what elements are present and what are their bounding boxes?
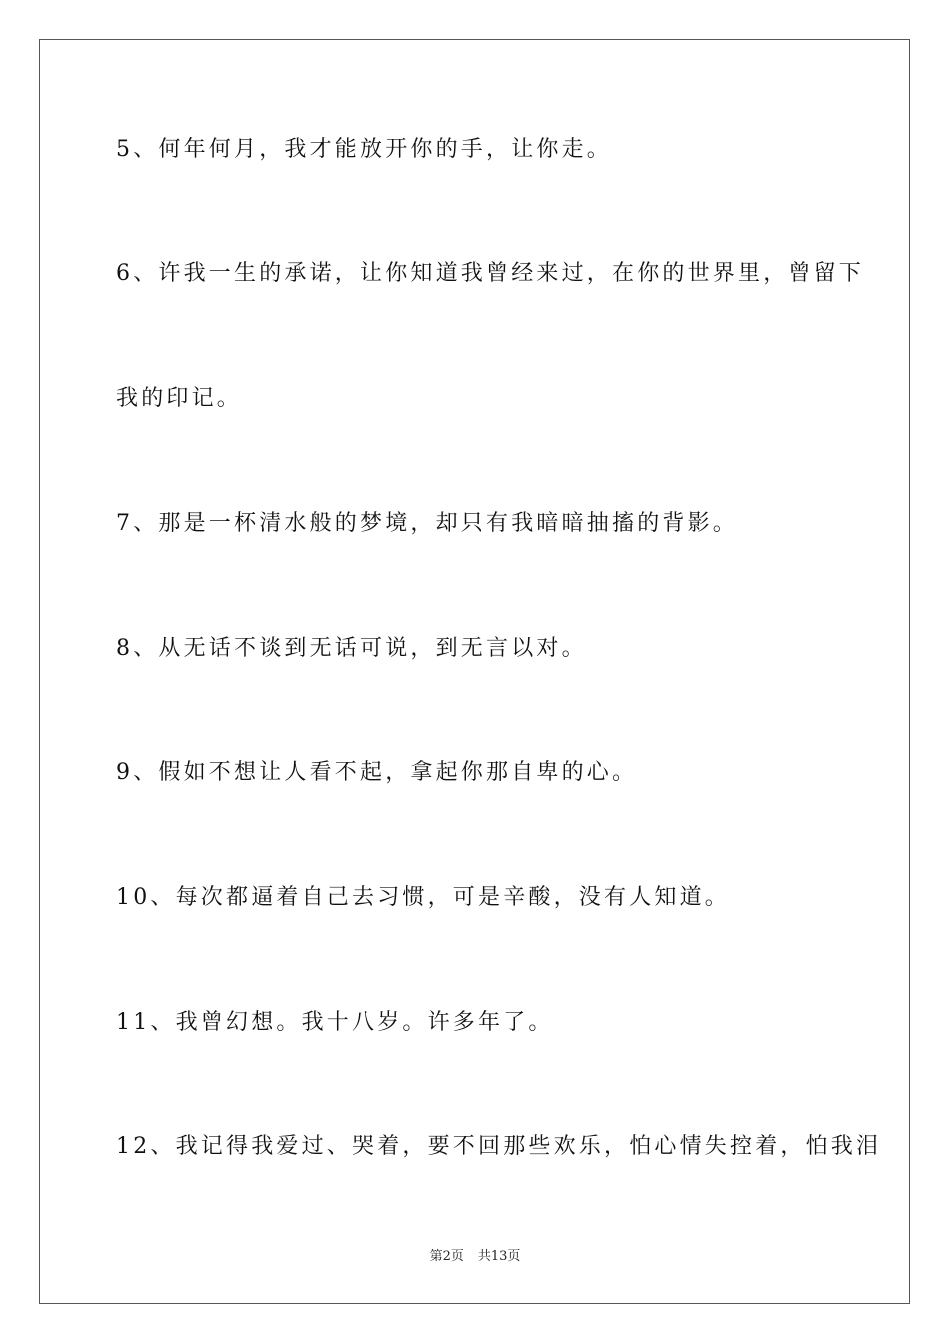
paragraph-line-7: 7、那是一杯清水般的梦境，却只有我暗暗抽搐的背影。: [116, 511, 738, 536]
paragraph-line-5: 5、何年何月，我才能放开你的手，让你走。: [116, 137, 612, 162]
page-border: [39, 39, 910, 1304]
paragraph-line-6-continued: 我的印记。: [116, 386, 243, 411]
paragraph-line-6: 6、许我一生的承诺，让你知道我曾经来过，在你的世界里，曾留下: [116, 261, 864, 286]
paragraph-line-11: 11、我曾幻想。我十八岁。许多年了。: [116, 1010, 554, 1035]
paragraph-line-12: 12、我记得我爱过、哭着，要不回那些欢乐，怕心情失控着，怕我泪: [116, 1134, 882, 1159]
paragraph-line-10: 10、每次都逼着自己去习惯，可是辛酸，没有人知道。: [116, 885, 730, 910]
paragraph-line-8: 8、从无话不谈到无话可说，到无言以对。: [116, 636, 587, 661]
page-total: 共13页: [477, 1249, 521, 1264]
page-footer: [0, 1250, 950, 1263]
paragraph-line-9: 9、假如不想让人看不起，拿起你那自卑的心。: [116, 760, 638, 785]
page-number: 第2页: [429, 1249, 464, 1264]
